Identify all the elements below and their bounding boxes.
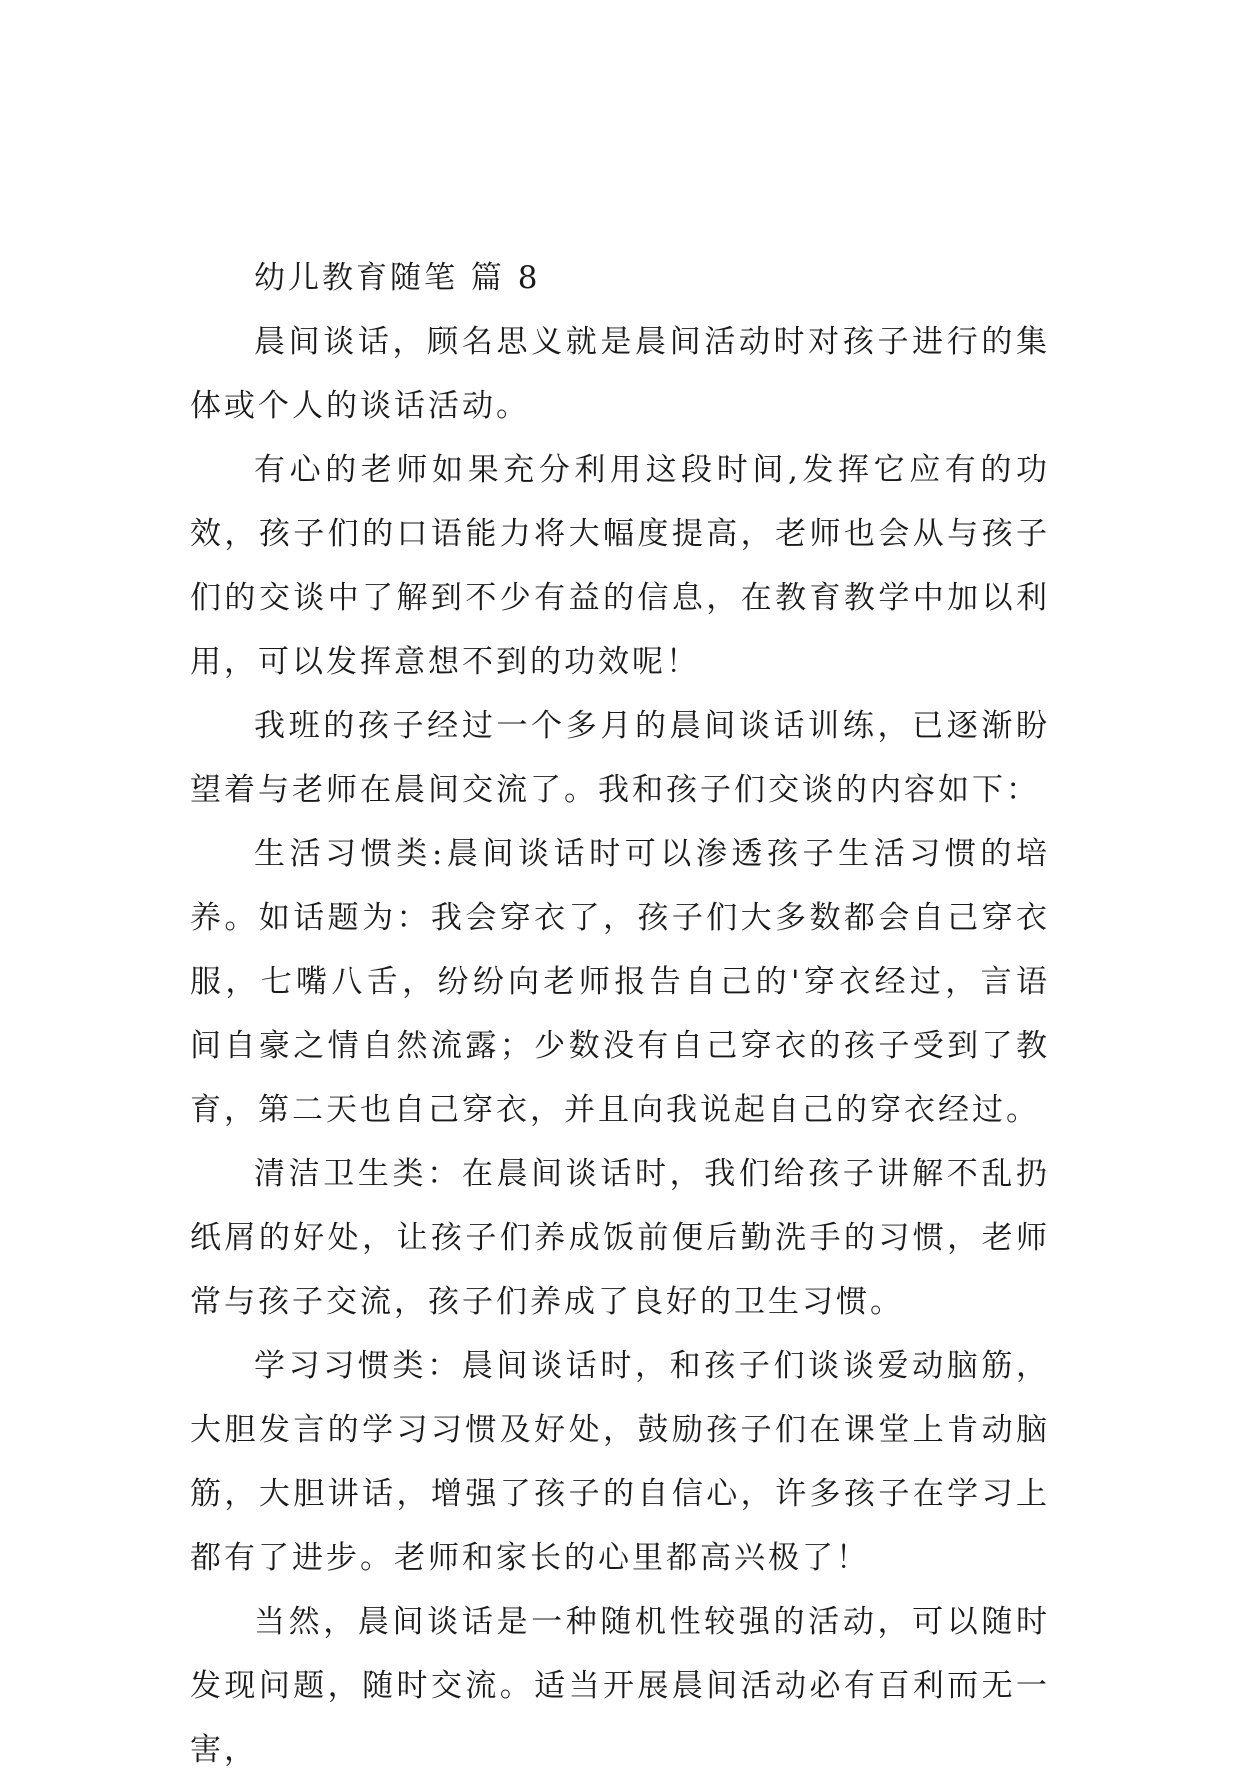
paragraph-5: 清洁卫生类：在晨间谈话时，我们给孩子讲解不乱扔纸屑的好处，让孩子们养成饭前便后勤洗手的习惯，老师常与孩子交流，孩子们养成了良好的卫生习惯。 (190, 1156, 1050, 1320)
paragraph-2: 有心的老师如果充分利用这段时间,发挥它应有的功效，孩子们的口语能力将大幅度提高，老师也会从与孩子们的交谈中了解到不少有益的信息，在教育教学中加以利用，可以发挥意想不到的功效呢！ (190, 452, 1050, 680)
paragraph-4: 生活习惯类:晨间谈话时可以渗透孩子生活习惯的培养。如话题为：我会穿衣了，孩子们大多数都会自己穿衣服，七嘴八舌，纷纷向老师报告自己的'穿衣经过，言语间自豪之情自然流露；少数没有自己穿衣的孩子受到了教育，第二天也自己穿衣，并且向我说起自己的穿衣经过。 (190, 836, 1050, 1128)
document-title: 幼儿教育随笔 篇 8 (254, 260, 541, 296)
paragraph-3: 我班的孩子经过一个多月的晨间谈话训练，已逐渐盼望着与老师在晨间交流了。我和孩子们交谈的内容如下： (190, 708, 1050, 808)
paragraph-6: 学习习惯类：晨间谈话时，和孩子们谈谈爱动脑筋，大胆发言的学习习惯及好处，鼓励孩子们在课堂上肯动脑筋，大胆讲话，增强了孩子的自信心，许多孩子在学习上都有了进步。老师和家长的心里都高兴极了！ (190, 1348, 1050, 1576)
paragraph-7: 当然，晨间谈话是一种随机性较强的活动，可以随时发现问题，随时交流。适当开展晨间活动必有百利而无一害， (190, 1604, 1050, 1768)
document-body (190, 246, 1050, 1782)
paragraph-1: 晨间谈话，顾名思义就是晨间活动时对孩子进行的集体或个人的谈话活动。 (190, 324, 1050, 424)
